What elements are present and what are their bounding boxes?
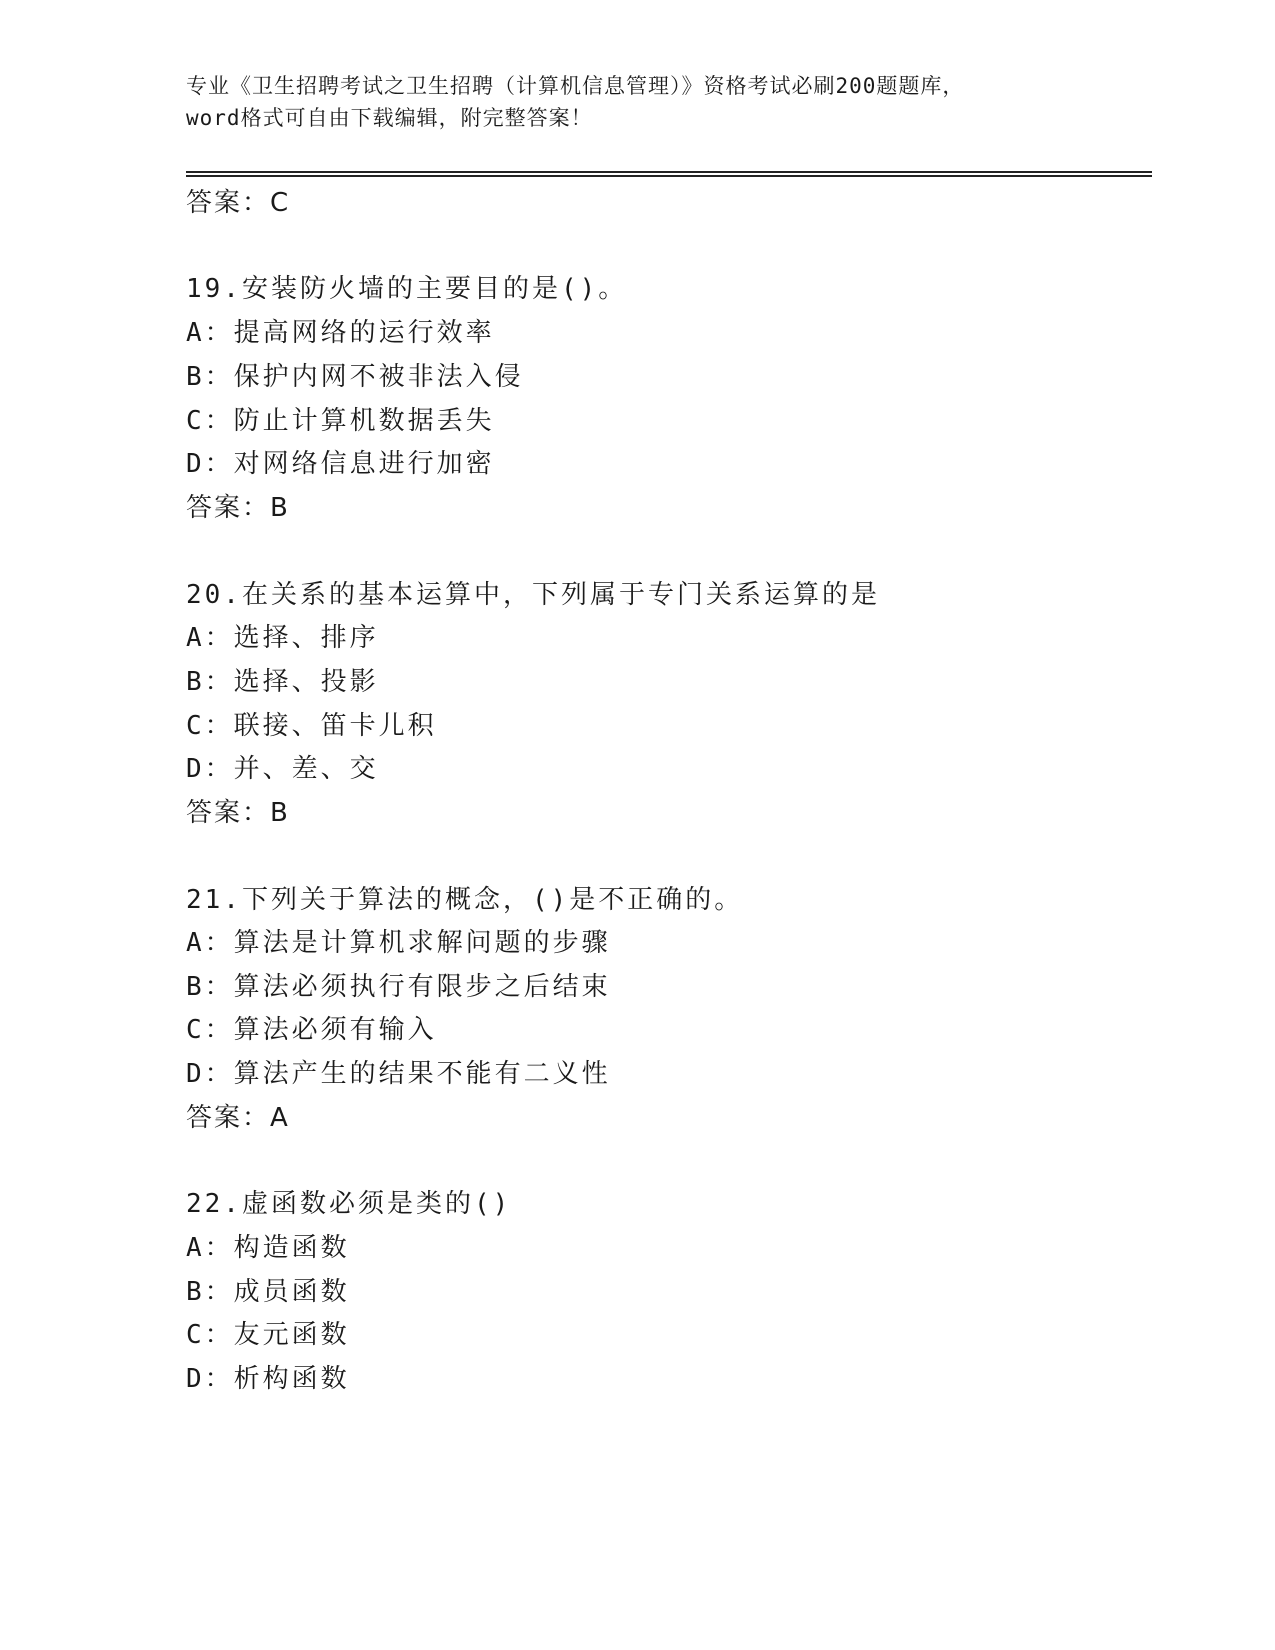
header-divider-top	[186, 171, 1152, 173]
question-20-answer: 答案：B	[186, 798, 290, 828]
question-19-option-b: B：保护内网不被非法入侵	[186, 362, 524, 392]
question-21-option-d: D：算法产生的结果不能有二义性	[186, 1059, 611, 1089]
question-19-option-a: A：提高网络的运行效率	[186, 318, 495, 348]
question-22-option-c: C：友元函数	[186, 1320, 350, 1350]
question-21-option-a: A：算法是计算机求解问题的步骤	[186, 928, 611, 958]
header-title-line-2: word格式可自由下载编辑，附完整答案！	[186, 106, 593, 130]
question-22-option-b: B：成员函数	[186, 1277, 350, 1307]
question-22-stem: 22.虚函数必须是类的()	[186, 1189, 512, 1219]
header-title-line-1: 专业《卫生招聘考试之卫生招聘（计算机信息管理）》资格考试必刷200题题库，	[186, 74, 965, 98]
question-20-option-a: A：选择、排序	[186, 623, 379, 653]
question-21-option-c: C：算法必须有输入	[186, 1015, 437, 1045]
header-divider-bottom	[186, 175, 1152, 177]
question-22-option-d: D：析构函数	[186, 1364, 350, 1394]
question-22-option-a: A：构造函数	[186, 1233, 350, 1263]
question-20-option-d: D：并、差、交	[186, 754, 379, 784]
previous-answer: 答案：C	[186, 188, 291, 218]
question-20-option-c: C：联接、笛卡儿积	[186, 711, 437, 741]
question-21-answer: 答案：A	[186, 1103, 290, 1133]
question-21-option-b: B：算法必须执行有限步之后结束	[186, 972, 611, 1002]
question-19-option-d: D：对网络信息进行加密	[186, 449, 495, 479]
question-19-stem: 19.安装防火墙的主要目的是()。	[186, 274, 628, 304]
question-20-stem: 20.在关系的基本运算中，下列属于专门关系运算的是	[186, 580, 880, 610]
question-19-option-c: C：防止计算机数据丢失	[186, 406, 495, 436]
question-20-option-b: B：选择、投影	[186, 667, 379, 697]
question-19-answer: 答案：B	[186, 493, 290, 523]
question-21-stem: 21.下列关于算法的概念，()是不正确的。	[186, 885, 744, 915]
